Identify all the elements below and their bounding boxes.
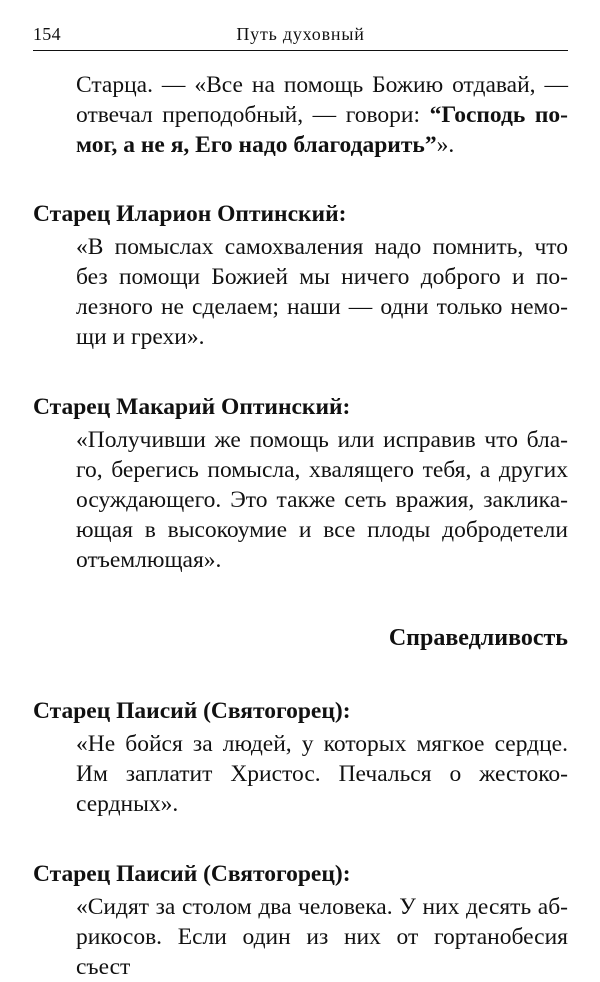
- paragraph-continuation: [76, 70, 568, 160]
- page-number: 154: [33, 24, 61, 44]
- text-run: отвечал преподобный, — говори:: [76, 102, 430, 128]
- text-run: ».: [436, 132, 455, 158]
- speaker-heading: Старец Иларион Оптинский:: [33, 201, 347, 227]
- quote-paragraph: [76, 729, 568, 819]
- text-line: лезного не сделаем; наши — одни только немо-: [76, 294, 568, 320]
- section-title: Справедливость: [388, 625, 568, 651]
- text-line: Старца. — «Все на помощь Божию отдавай, —: [76, 72, 568, 98]
- emphasis-text: “Господь по-: [429, 102, 568, 128]
- text-line: «Сидят за столом два человека. У них десять аб-: [76, 894, 568, 920]
- text-line: «В помыслах самохваления надо помнить, что: [76, 234, 568, 260]
- speaker-heading: Старец Макарий Оптинский:: [33, 394, 351, 420]
- text-line: Им заплатит Христос. Печалься о жестоко-: [76, 761, 568, 787]
- text-line: сердных».: [76, 791, 179, 817]
- quote-paragraph: [76, 232, 568, 352]
- running-head: [33, 22, 568, 51]
- text-line: го, берегись помысла, хвалящего тебя, а других: [76, 457, 568, 483]
- running-title: Путь духовный: [236, 24, 365, 44]
- text-line: щи и грехи».: [76, 324, 205, 350]
- quote-paragraph: [76, 425, 568, 575]
- text-line: «Получивши же помощь или исправив что бла-: [76, 427, 568, 453]
- text-line: [76, 130, 568, 160]
- text-line: без помощи Божией мы ничего доброго и по-: [76, 264, 568, 290]
- speaker-heading: Старец Паисий (Святогорец):: [33, 861, 351, 887]
- text-line: «Не бойся за людей, у которых мягкое сердце.: [76, 731, 568, 757]
- emphasis-text: мог, а не я, Его надо благодарить”: [76, 132, 437, 158]
- speaker-heading: Старец Паисий (Святогорец):: [33, 698, 351, 724]
- text-line: [76, 100, 568, 130]
- text-line: отъемлющая».: [76, 547, 222, 573]
- text-line: осуждающего. Это также сеть вражия, заклика-: [76, 487, 568, 513]
- text-line: ющая в высокоумие и все плоды добродетели: [76, 517, 568, 543]
- text-line: рикосов. Если один из них от гортанобесия съест: [76, 924, 568, 980]
- quote-paragraph: [76, 892, 568, 982]
